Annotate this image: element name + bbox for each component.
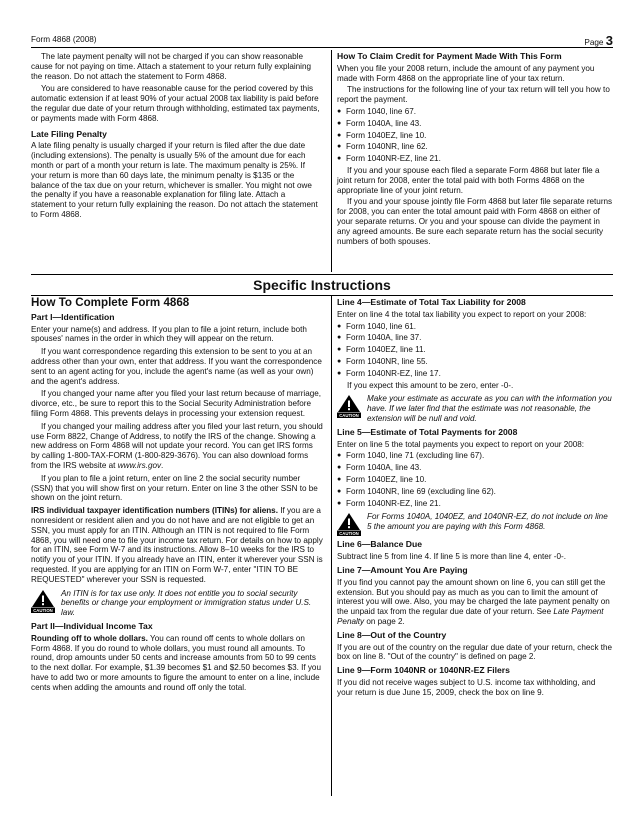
text-run: on page 2. (364, 616, 405, 626)
list-item: ● Form 1040, line 71 (excluding line 67). (337, 451, 613, 461)
caution-icon (31, 589, 55, 613)
section-heading: Line 7—Amount You Are Paying (337, 564, 468, 575)
text-run: If you are a nonresident or resident alien and you do not have and are not eligible to get an SSN, you must apply for an ITIN. Although an ITIN is not required to file Form 4868, you will need one to file your income tax return. For details on how to apply for an ITIN, see Form W-7 and its instructions. Allow 8–10 weeks for the IRS to notify you of your ITIN. If you already have an ITIN, enter it wherever your SSN is requested. If you are applying for an ITIN on Form W-7, enter "ITIN TO BE REQUESTED" wherever your SSN is requested. (31, 506, 323, 584)
list-item: ● Form 1040A, line 37. (337, 333, 613, 343)
paragraph: The late payment penalty will not be charged if you can show reasonable cause for not paying on time. Attach a statement to your return fully explaining the reason. Do not attach the statement to Form 4868. (31, 52, 312, 81)
caution-text: An ITIN is for tax use only. It does not entitle you to social security benefits or change your employment or immigration status under U.S. law. (61, 588, 312, 618)
list-item: ● Form 1040NR-EZ, line 17. (337, 369, 613, 379)
page-header (31, 33, 613, 48)
top-right-column (337, 52, 613, 246)
list-item: ● Form 1040NR-EZ, line 21. (337, 154, 613, 164)
column-divider-top (331, 50, 332, 272)
paragraph: Enter on line 5 the total payments you expect to report on your 2008: (337, 439, 585, 449)
caution-note (31, 589, 323, 618)
paragraph: If you and your spouse jointly file Form 4868 but later file separate returns for 2008, you can enter the total amount paid with Form 4868 on either of your separate returns. Or you and your spouse can divide the payment in any agreed amounts. Be sure each separate return has the social security numbers of both spouses. (337, 197, 613, 246)
paragraph: If you want correspondence regarding this extension to be sent to you at an address other than your own, enter that address. If you want the correspondence sent to an agent acting for you, include the agent's name (as well as your own) and the agent's address. (31, 347, 322, 386)
list-item: ● Form 1040A, line 43. (337, 463, 613, 473)
list-item: ● Form 1040EZ, line 10. (337, 475, 613, 485)
paragraph: When you file your 2008 return, include the amount of any payment you made with Form 4868 on the appropriate line of your tax return. (337, 63, 595, 83)
list-item: ● Form 1040A, line 43. (337, 119, 613, 129)
page-word: Page (584, 38, 604, 47)
paragraph: The instructions for the following line of your tax return will tell you how to report the payment. (337, 85, 610, 105)
paragraph (337, 578, 613, 627)
caution-icon (337, 394, 361, 418)
form-line-list (337, 451, 613, 508)
caution-note (337, 512, 613, 536)
paragraph: You are considered to have reasonable cause for the period covered by this automatic extension if at least 90% of your actual 2008 tax liability is paid before the regular due date of your return through withholding, estimated tax payments, or payments made with Form 4868. (31, 84, 320, 123)
paragraph (31, 634, 323, 693)
section-band-title: Specific Instructions (31, 274, 613, 296)
list-item: ● Form 1040NR, line 62. (337, 142, 613, 152)
caution-label: CAUTION (339, 531, 359, 537)
run-in-heading: Rounding off to whole dollars. (31, 633, 148, 643)
main-heading: How To Complete Form 4868 (31, 296, 190, 309)
text-run: If you changed your mailing address after you filed your last return, you should use Form 8822, Change of Address, to notify the IRS of the change. Showing a new address on Form 4868 will not update your record. You can get IRS forms by calling 1-800-TAX-FORM (1-800-829-3676). You can also download forms from the IRS website at (31, 421, 323, 470)
bottom-right-column (337, 298, 613, 698)
form-line-list (337, 322, 613, 379)
page-number-value: 3 (605, 33, 613, 48)
section-heading: Part II—Individual Income Tax (31, 620, 153, 631)
list-item: ● Form 1040, line 61. (337, 322, 613, 332)
cross-reference: Late Payment Penalty (337, 607, 604, 626)
paragraph: If you are out of the country on the regular due date of your return, check the box on line 8. "Out of the country" is defined on page 2. (337, 642, 613, 662)
list-item: ● Form 1040, line 67. (337, 107, 613, 117)
list-item: ● Form 1040EZ, line 11. (337, 345, 613, 355)
paragraph: If you did not receive wages subject to U.S. income tax withholding, and your return is due June 15, 2009, check the box on line 9. (337, 677, 596, 697)
caution-icon (337, 512, 361, 536)
section-heading: Line 6—Balance Due (337, 539, 423, 550)
top-left-column (31, 52, 323, 220)
caution-note (337, 394, 613, 423)
list-item: ● Form 1040NR-EZ, line 21. (337, 499, 613, 509)
paragraph: If you changed your name after you filed your last return because of marriage, divorce, etc., be sure to report this to the Social Security Administration before filing Form 4868. This prevents delays in processing your extension request. (31, 389, 322, 418)
paragraph: If you and your spouse each filed a separate Form 4868 but later file a joint return for 2008, enter the total paid with both Forms 4868 on the appropriate line of your joint return. (337, 165, 600, 195)
paragraph: If you plan to file a joint return, enter on line 2 the social security number (SSN) that you will show first on your return. Enter on line 3 the other SSN to be shown on the joint return. (31, 473, 318, 503)
section-heading: Line 8—Out of the Country (337, 629, 447, 640)
paragraph: Enter on line 4 the total tax liability you expect to report on your 2008: (337, 309, 587, 319)
section-heading: Line 4—Estimate of Total Tax Liability for 2008 (337, 297, 526, 307)
caution-text: For Forms 1040A, 1040EZ, and 1040NR-EZ, do not include on line 5 the amount you are paying with this Form 4868. (367, 512, 608, 532)
column-divider-bottom (331, 296, 332, 796)
paragraph (31, 422, 323, 471)
page-number (584, 33, 613, 48)
list-item: ● Form 1040NR, line 55. (337, 357, 613, 367)
section-heading: Line 5—Estimate of Total Payments for 2008 (337, 426, 518, 437)
bottom-left-column (31, 298, 323, 692)
section-heading: Late Filing Penalty (31, 128, 107, 139)
text-run: If you find you cannot pay the amount shown on line 6, you can still get the extension. But you should pay as much as you can to limit the amount of interest you will owe. Also, you may be charged the late payment penalty on the unpaid tax from the regular due date of your return. See (337, 577, 610, 617)
form-line-list (337, 107, 613, 164)
irs-website-text: www.irs.gov (117, 460, 162, 470)
text-run: . (161, 460, 164, 470)
paragraph: Subtract line 5 from line 4. If line 5 is more than line 4, enter -0-. (337, 552, 566, 562)
paragraph: Enter your name(s) and address. If you plan to file a joint return, include both spouses' names in the order in which they will appear on the return. (31, 324, 307, 344)
paragraph: If you expect this amount to be zero, enter -0-. (347, 380, 514, 390)
paragraph (31, 506, 323, 584)
form-label: Form 4868 (2008) (31, 35, 97, 44)
section-heading: Line 9—Form 1040NR or 1040NR-EZ Filers (337, 665, 510, 676)
list-item: ● Form 1040NR, line 69 (excluding line 62). (337, 487, 613, 497)
caution-text: Make your estimate as accurate as you can with the information you have. If we later find that the estimate was not reasonable, the extension will be null and void. (367, 394, 612, 423)
list-item: ● Form 1040EZ, line 10. (337, 131, 613, 141)
text-run: You can round off cents to whole dollars on Form 4868. If you do round to whole dollars, you must round all amounts. To round, drop amounts under 50 cents and increase amounts from 50 to 99 cents to the next dollar. For example, $1.39 becomes $1 and $2.50 becomes $3. If you have to add two or more amounts to figure the amount to enter on a line, include cents when adding the amounts and round off only the total. (31, 633, 321, 692)
run-in-heading: IRS individual taxpayer identification numbers (ITINs) for aliens. (31, 506, 278, 516)
paragraph: A late filing penalty is usually charged if your return is filed after the due date (including extensions). The penalty is usually 5% of the amount due for each month or part of a month your return is late. The maximum penalty is 25%. If your return is more than 60 days late, the minimum penalty is $135 or the balance of the tax due on your return, whichever is smaller. You might not owe the penalty if you have a reasonable explanation for filing late. Attach a statement to your return fully explaining the reason. Do not attach the statement to Form 4868. (31, 141, 318, 219)
caution-label: CAUTION (33, 607, 53, 613)
section-heading: How To Claim Credit for Payment Made With This Form (337, 51, 562, 61)
section-heading: Part I—Identification (31, 311, 115, 322)
caution-label: CAUTION (339, 413, 359, 419)
